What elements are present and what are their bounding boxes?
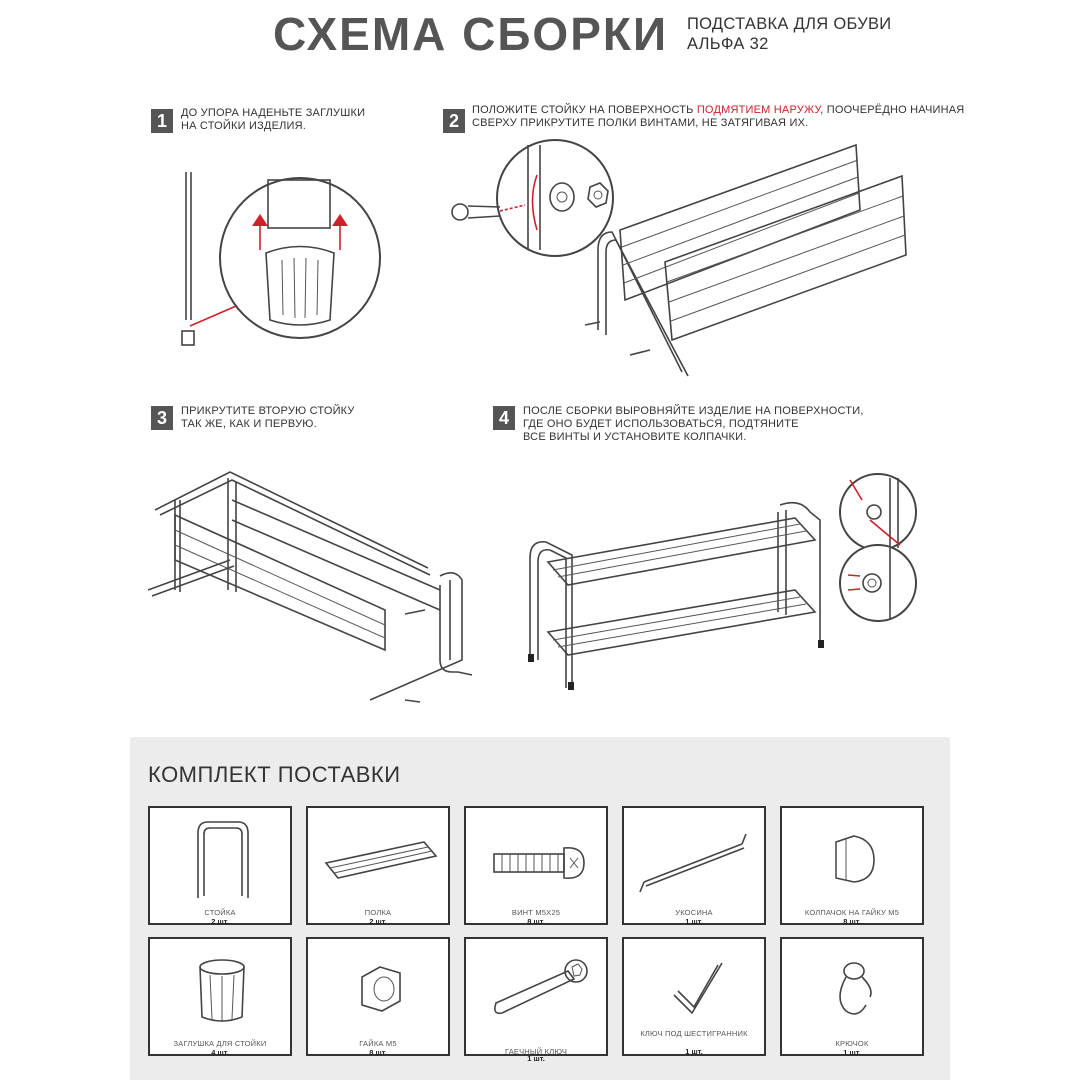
step-1-line-2: НА СТОЙКИ ИЗДЕЛИЯ. — [181, 120, 307, 132]
step-3-line-2: ТАК ЖЕ, КАК И ПЕРВУЮ. — [181, 418, 317, 430]
kit-item-qty: 2 шт. — [211, 917, 229, 926]
subtitle-line-1: ПОДСТАВКА ДЛЯ ОБУВИ — [687, 15, 892, 33]
kit-item-plug — [148, 937, 292, 1056]
step-2-text-b: , ПООЧЕРЁДНО НАЧИНАЯ — [820, 104, 965, 116]
step-2-line-2: СВЕРХУ ПРИКРУТИТЕ ПОЛКИ ВИНТАМИ, НЕ ЗАТЯГИВАЯ ИХ. — [472, 117, 809, 129]
kit-item-brace — [622, 806, 766, 925]
kit-item-cap-nut — [780, 806, 924, 925]
kit-item-label: УКОСИНА — [675, 908, 713, 917]
kit-item-label: ВИНТ М5Х25 — [511, 908, 561, 917]
kit-item-qty: 1 шт. — [685, 917, 703, 926]
page-title: СХЕМА СБОРКИ — [273, 8, 669, 60]
kit-item-label: ЗАГЛУШКА ДЛЯ СТОЙКИ — [173, 1039, 267, 1048]
step-3-illustration — [148, 472, 472, 702]
kit-item-label: КЛЮЧ ПОД ШЕСТИГРАННИК — [640, 1029, 748, 1038]
step-4-illustration — [528, 474, 916, 690]
subtitle-line-2: АЛЬФА 32 — [687, 35, 769, 53]
step-4-line-3: ВСЕ ВИНТЫ И УСТАНОВИТЕ КОЛПАЧКИ. — [523, 431, 747, 443]
kit-item-hex-key — [622, 937, 766, 1056]
step-4-line-1: ПОСЛЕ СБОРКИ ВЫРОВНЯЙТЕ ИЗДЕЛИЕ НА ПОВЕРХНОСТИ, — [523, 405, 864, 417]
kit-item-label: СТОЙКА — [204, 908, 236, 917]
kit-title: КОМПЛЕКТ ПОСТАВКИ — [148, 762, 401, 787]
kit-item-shelf — [306, 806, 450, 925]
kit-item-qty: 1 шт. — [527, 1054, 545, 1063]
kit-item-qty: 8 шт. — [527, 917, 545, 926]
kit-item-hex-nut — [306, 937, 450, 1056]
kit-item-qty: 2 шт. — [369, 917, 387, 926]
kit-item-label: КРЮЧОК — [835, 1039, 869, 1048]
step-1-number: 1 — [151, 109, 173, 133]
kit-item-label: ГАЙКА М5 — [359, 1039, 397, 1048]
kit-item-label: ГАЕЧНЫЙ КЛЮЧ — [504, 1047, 568, 1056]
kit-item-hook — [780, 937, 924, 1056]
step-2-number: 2 — [443, 109, 465, 133]
kit-item-label: ПОЛКА — [364, 908, 392, 917]
step-4-line-2: ГДЕ ОНО БУДЕТ ИСПОЛЬЗОВАТЬСЯ, ПОДТЯНИТЕ — [523, 418, 799, 430]
kit-item-wrench — [464, 937, 608, 1063]
kit-item-qty: 4 шт. — [211, 1048, 229, 1057]
kit-item-label: КОЛПАЧОК НА ГАЙКУ М5 — [804, 908, 900, 917]
wrench-icon — [466, 939, 610, 1058]
kit-item-qty: 1 шт. — [685, 1047, 703, 1056]
kit-item-qty: 8 шт. — [843, 917, 861, 926]
step-3-number: 3 — [151, 406, 173, 430]
step-1-line-1: ДО УПОРА НАДЕНЬТЕ ЗАГЛУШКИ — [181, 107, 366, 119]
kit-item-qty: 1 шт. — [843, 1048, 861, 1057]
hex-key-icon — [624, 939, 768, 1058]
step-3-line-1: ПРИКРУТИТЕ ВТОРУЮ СТОЙКУ — [181, 405, 355, 417]
kit-item-qty: 8 шт. — [369, 1048, 387, 1057]
step-4-number: 4 — [493, 406, 515, 430]
step-2-illustration — [452, 140, 906, 376]
step-1-illustration — [182, 172, 380, 345]
step-2-text-a: ПОЛОЖИТЕ СТОЙКУ НА ПОВЕРХНОСТЬ — [472, 104, 697, 116]
step-2-highlight: ПОДМЯТИЕМ НАРУЖУ — [696, 104, 821, 116]
kit-item-stand — [148, 806, 292, 925]
kit-item-screw — [464, 806, 608, 925]
